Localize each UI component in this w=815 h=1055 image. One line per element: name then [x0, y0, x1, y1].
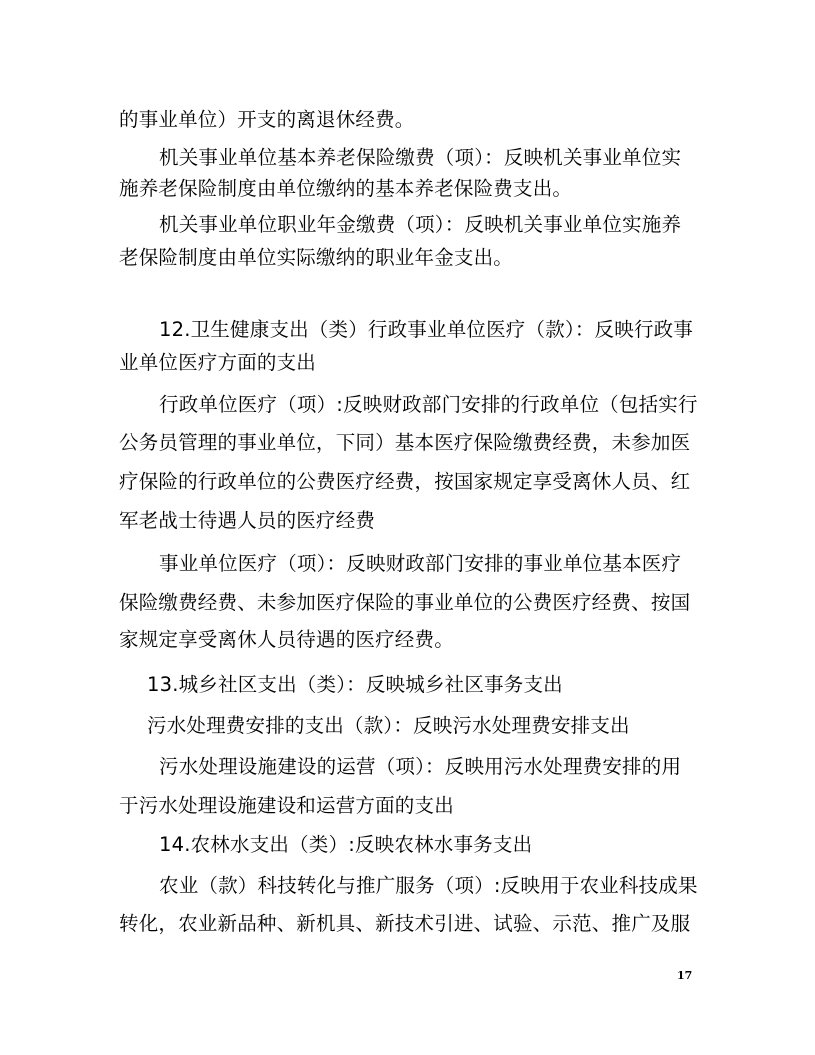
text-line-7: 业单位医疗方面的支出 — [119, 351, 317, 374]
text-line-18: 于污水处理设施建设和运营方面的支出 — [119, 794, 454, 817]
text-line-6: 12.卫生健康支出（类）行政事业单位医疗（款）：反映行政事 — [159, 318, 694, 341]
text-line-1: 的事业单位）开支的离退休经费。 — [119, 108, 415, 131]
text-line-13: 保险缴费经费、未参加医疗保险的事业单位的公费医疗经费、按国 — [119, 591, 691, 614]
text-line-4: 机关事业单位职业年金缴费（项）：反映机关事业单位实施养 — [159, 213, 682, 236]
text-line-17: 污水处理设施建设的运营（项）：反映用污水处理费安排的用 — [159, 755, 682, 778]
text-line-2: 机关事业单位基本养老保险缴费（项）：反映机关事业单位实 — [159, 146, 682, 169]
text-line-20: 农业（款）科技转化与推广服务（项）:反映用于农业科技成果 — [159, 874, 698, 897]
text-line-10: 疗保险的行政单位的公费医疗经费，按国家规定享受离休人员、红 — [119, 470, 691, 493]
text-line-14: 家规定享受离休人员待遇的医疗经费。 — [119, 628, 454, 651]
text-line-5: 老保险制度由单位实际缴纳的职业年金支出。 — [119, 246, 514, 269]
text-line-9: 公务员管理的事业单位，下同）基本医疗保险缴费经费，未参加医 — [119, 431, 691, 454]
text-line-8: 行政单位医疗（项）:反映财政部门安排的行政单位（包括实行 — [159, 393, 698, 416]
text-line-16: 污水处理费安排的支出（款）：反映污水处理费安排支出 — [147, 714, 630, 737]
text-line-11: 军老战士待遇人员的医疗经费 — [119, 509, 376, 532]
text-line-21: 转化，农业新品种、新机具、新技术引进、试验、示范、推广及服 — [119, 912, 691, 935]
text-line-19: 14.农林水支出（类）:反映农林水事务支出 — [159, 833, 533, 856]
text-line-3: 施养老保险制度由单位缴纳的基本养老保险费支出。 — [119, 177, 573, 200]
page-number: 17 — [677, 969, 693, 982]
text-line-15: 13.城乡社区支出（类）：反映城乡社区事务支出 — [147, 673, 563, 696]
text-line-12: 事业单位医疗（项）：反映财政部门安排的事业单位基本医疗 — [159, 552, 682, 575]
